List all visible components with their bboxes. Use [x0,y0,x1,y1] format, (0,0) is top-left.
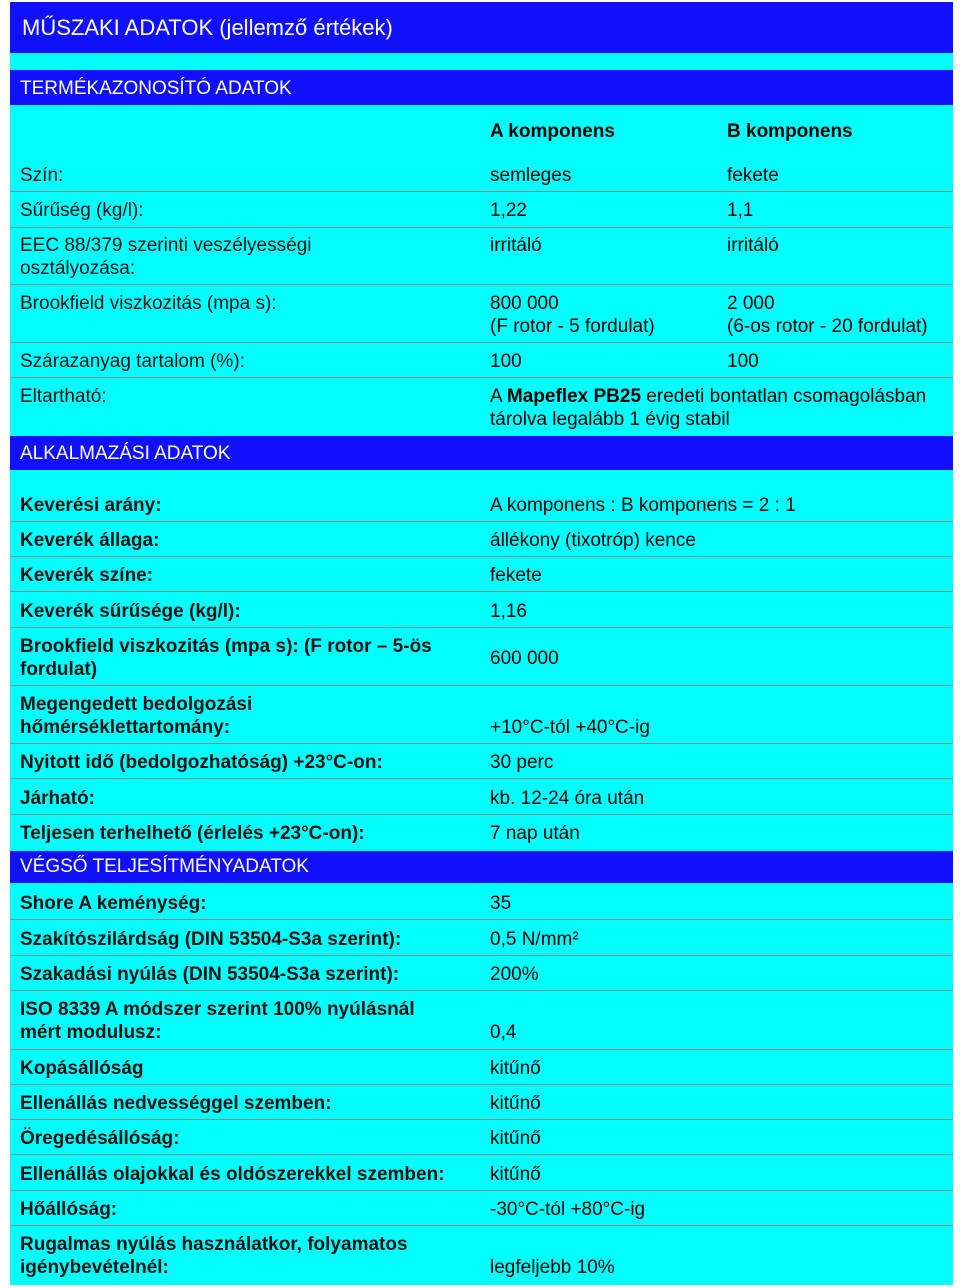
row-divider [10,342,953,343]
row-label: igénybevételnél: [20,1257,169,1278]
row-divider [10,814,953,815]
row-divider [10,521,953,522]
row-divider [10,1049,953,1050]
row-value: kb. 12-24 óra után [490,788,645,809]
row-divider [10,191,953,192]
row-value: A komponens : B komponens = 2 : 1 [490,495,796,516]
row-value: kitűnő [490,1128,541,1149]
row-value: kitűnő [490,1058,541,1079]
row-value-suruseg-b: 1,1 [727,200,754,221]
row-value-eec-b: irritáló [727,235,779,256]
row-value: 0,4 [490,1022,517,1043]
row-divider [10,919,953,920]
section-band-vegso [10,851,953,883]
row-value-suruseg-a: 1,22 [490,200,527,221]
section-band-termek [10,70,953,105]
cyan-bg-right [478,53,953,438]
row-value: 1,16 [490,601,527,622]
row-value: legfeljebb 10% [490,1257,615,1278]
page-title: MŰSZAKI ADATOK (jellemző értékek) [22,15,393,40]
row-value-brookfield-b-2: (6-os rotor - 20 fordulat) [727,316,928,337]
row-value: 7 nap után [490,823,580,844]
row-value: 30 perc [490,752,554,773]
row-value: +10°C-tól +40°C-ig [490,717,650,738]
row-divider [10,377,953,378]
row-divider [10,1190,953,1191]
row-value: 600 000 [490,648,559,669]
title-band [10,2,953,53]
row-value-eltarthato-2: tárolva legalább 1 évig stabil [490,409,730,430]
row-label: Keverék sűrűsége (kg/l): [20,601,241,622]
row-value-brookfield-a-2: (F rotor - 5 fordulat) [490,316,655,337]
row-label: Hőállóság: [20,1199,118,1220]
row-value-brookfield-b-1: 2 000 [727,293,775,314]
row-value-szin-b: fekete [727,165,779,186]
row-label: Öregedésállóság: [20,1128,180,1149]
eltarthato-pre: A [490,386,507,407]
row-label: mért modulusz: [20,1022,162,1043]
row-label: Nyitott idő (bedolgozhatóság) +23°C-on: [20,752,383,773]
row-label: Szakítószilárdság (DIN 53504-S3a szerint): [20,929,402,950]
section-title-alk: ALKALMAZÁSI ADATOK [20,443,231,464]
row-value: fekete [490,565,542,586]
row-divider [10,227,953,228]
row-label: Teljesen terhelhető (érlelés +23°C-on): [20,823,365,844]
column-header-b: B komponens [727,121,853,142]
section-title-termek: TERMÉKAZONOSÍTÓ ADATOK [20,78,292,99]
row-label: Kopásállóság [20,1058,144,1079]
row-label: Shore A keménység: [20,893,207,914]
row-value-szin-a: semleges [490,165,572,186]
row-label-szin: Szín: [20,165,64,186]
column-header-a: A komponens [490,121,615,142]
row-value: 0,5 N/mm² [490,929,579,950]
eltarthato-post: eredeti bontatlan csomagolásban [641,386,927,407]
row-divider [10,591,953,592]
row-divider [10,1225,953,1226]
row-label: Ellenállás olajokkal és oldószerekkel szemben: [20,1164,445,1185]
row-label-szarazanyag: Szárazanyag tartalom (%): [20,351,245,372]
row-value-eec-a: irritáló [490,235,542,256]
row-label: ISO 8339 A módszer szerint 100% nyúlásnál [20,999,415,1020]
row-label: Ellenállás nedvességgel szemben: [20,1093,332,1114]
row-label: Brookfield viszkozitás (mpa s): (F rotor – 5-ös [20,636,432,657]
row-divider [10,685,953,686]
row-value: kitűnő [490,1164,541,1185]
row-value-szarazanyag-a: 100 [490,351,522,372]
row-divider [10,627,953,628]
row-value-brookfield-a-1: 800 000 [490,293,559,314]
row-divider [10,1154,953,1155]
row-value: kitűnő [490,1093,541,1114]
row-value-szarazanyag-b: 100 [727,351,759,372]
row-label: Szakadási nyúlás (DIN 53504-S3a szerint): [20,964,400,985]
row-value: állékony (tixotróp) kence [490,530,696,551]
row-divider [10,990,953,991]
row-value-eltarthato-1 [490,385,926,408]
row-divider [10,743,953,744]
row-label: Keverék színe: [20,565,154,586]
row-value: 35 [490,893,512,914]
row-label-eltarthato: Eltartható: [20,386,107,407]
row-value: 200% [490,964,539,985]
row-divider [10,955,953,956]
row-label-suruseg: Sűrűség (kg/l): [20,200,144,221]
row-label: fordulat) [20,659,98,680]
row-label-eec-1: EEC 88/379 szerinti veszélyességi [20,235,312,256]
row-label-eec-2: osztályozása: [20,258,136,279]
row-divider [10,1084,953,1085]
section-band-alk [10,436,953,470]
row-value: -30°C-tól +80°C-ig [490,1199,646,1220]
row-divider [10,778,953,779]
row-label-brookfield: Brookfield viszkozitás (mpa s): [20,293,277,314]
row-divider [10,284,953,285]
product-name: Mapeflex PB25 [506,386,642,407]
row-label: Rugalmas nyúlás használatkor, folyamatos [20,1234,408,1255]
row-label: hőmérséklettartomány: [20,717,231,738]
row-label: Járható: [20,788,95,809]
section-title-vegso: VÉGSŐ TELJESÍTMÉNYADATOK [20,856,309,877]
row-label: Keverék állaga: [20,530,160,551]
row-divider [10,556,953,557]
row-label: Keverési arány: [20,495,162,516]
row-divider [10,1119,953,1120]
row-label: Megengedett bedolgozási [20,694,253,715]
